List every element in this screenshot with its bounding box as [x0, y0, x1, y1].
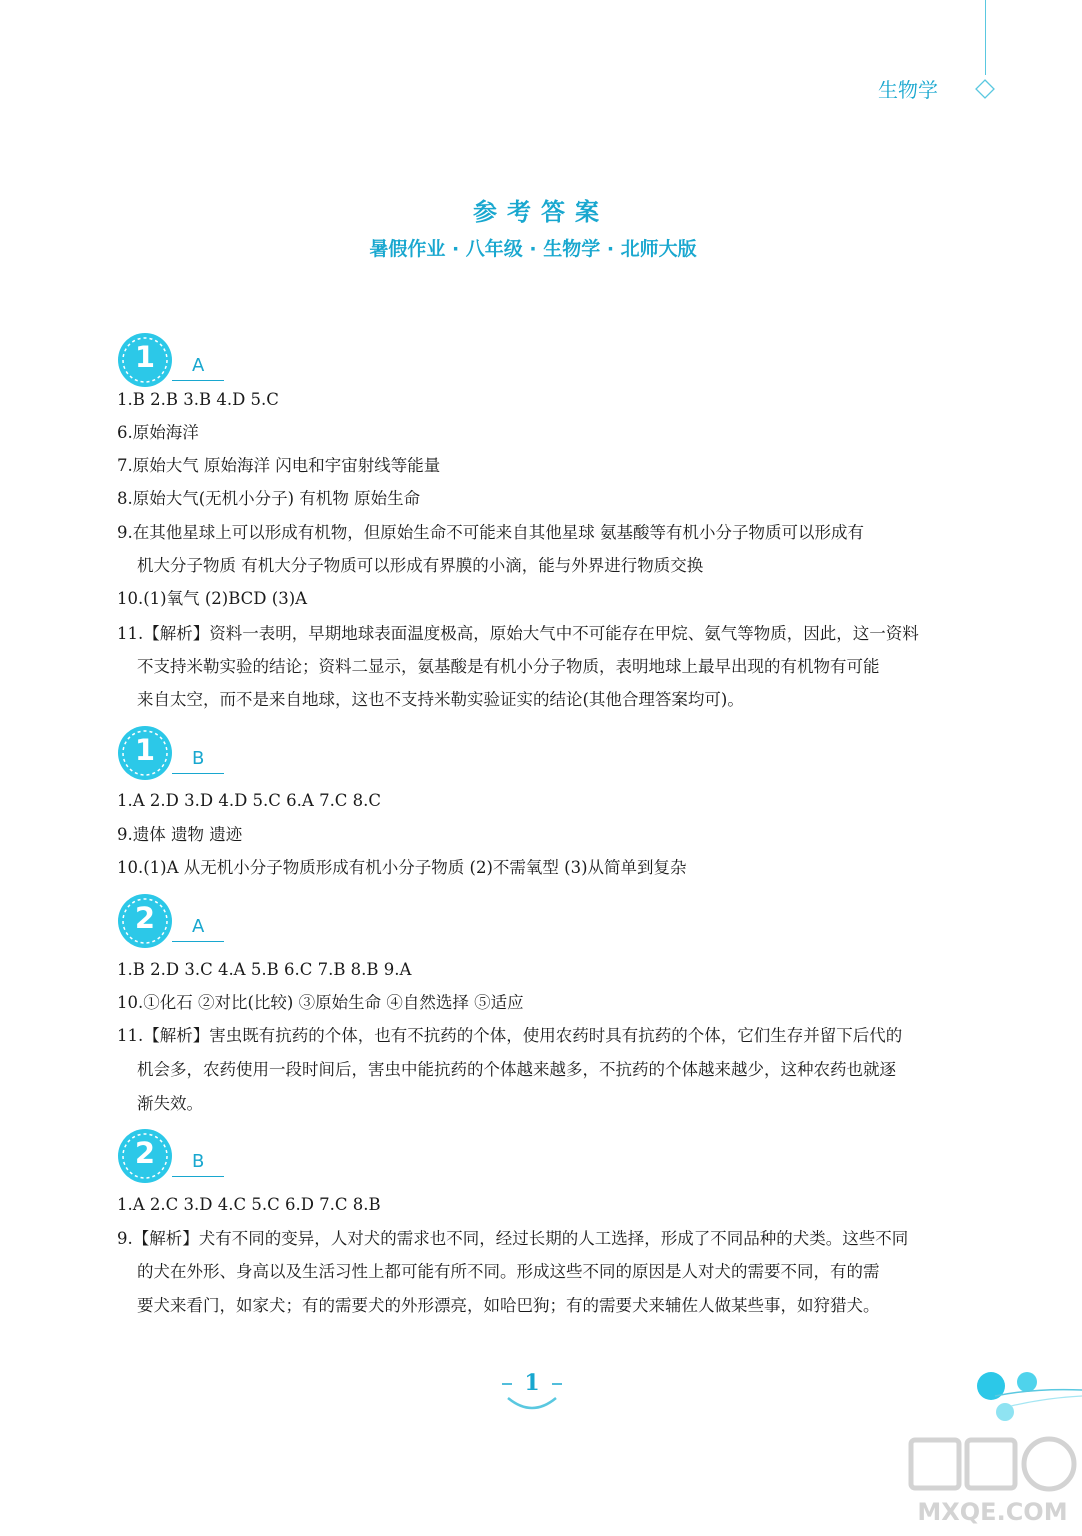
answer-line: 10.①化石 ②对比(比较) ③原始生命 ④自然选择 ⑤适应	[117, 993, 524, 1012]
section-letter: B	[192, 748, 205, 769]
decorative-dots-icon	[965, 1362, 1082, 1432]
watermark-logo-icon	[905, 1434, 1080, 1498]
watermark-text: MXQE.COM	[917, 1498, 1068, 1526]
page-number-text: 1	[524, 1370, 540, 1396]
answer-line: 9.在其他星球上可以形成有机物，但原始生命不可能来自其他星球 氨基酸等有机小分子物质可以形成有	[117, 523, 864, 542]
header-vertical-line	[985, 0, 986, 75]
subject-label: 生物学	[878, 78, 938, 102]
answer-line: 机会多，农药使用一段时间后，害虫中能抗药的个体越来越多，不抗药的个体越来越少，这种农药也就逐	[137, 1060, 896, 1079]
section-header-2b	[116, 1127, 236, 1187]
answer-line: 要犬来看门，如家犬；有的需要犬的外形漂亮，如哈巴狗；有的需要犬来辅佐人做某些事，如狩猎犬。	[137, 1296, 880, 1315]
section-number: 2	[134, 1136, 156, 1170]
section-letter: B	[192, 1151, 205, 1172]
answer-line: 7.原始大气 原始海洋 闪电和宇宙射线等能量	[117, 456, 441, 475]
section-header-1a	[116, 331, 236, 391]
answer-line: 来自太空，而不是来自地球，这也不支持米勒实验证实的结论(其他合理答案均可)。	[137, 690, 744, 709]
answer-line: 8.原始大气(无机小分子) 有机物 原始生命	[117, 489, 421, 508]
section-number: 1	[134, 340, 156, 374]
page-number	[500, 1368, 564, 1414]
section-underline	[172, 941, 224, 942]
section-number: 2	[134, 901, 156, 935]
answer-line: 10.(1)A 从无机小分子物质形成有机小分子物质 (2)不需氧型 (3)从简单到复杂	[117, 858, 687, 877]
section-underline	[172, 773, 224, 774]
watermark	[905, 1434, 1080, 1534]
answer-line: 9.【解析】犬有不同的变异，人对犬的需求也不同，经过长期的人工选择，形成了不同品种的犬类。这些不同	[117, 1229, 909, 1248]
answer-line: 11.【解析】资料一表明，早期地球表面温度极高，原始大气中不可能存在甲烷、氨气等物质，因此，这一资料	[117, 624, 919, 643]
section-letter: A	[192, 916, 205, 937]
answer-line: 渐失效。	[137, 1094, 203, 1113]
answer-line: 1.A 2.C 3.D 4.C 5.C 6.D 7.C 8.B	[117, 1195, 381, 1214]
answer-line: 机大分子物质 有机大分子物质可以形成有界膜的小滴，能与外界进行物质交换	[137, 556, 704, 575]
answer-line: 1.A 2.D 3.D 4.D 5.C 6.A 7.C 8.C	[117, 791, 382, 810]
answer-line: 10.(1)氧气 (2)BCD (3)A	[117, 589, 308, 608]
section-header-2a	[116, 892, 236, 952]
section-letter: A	[192, 355, 205, 376]
section-header-1b	[116, 724, 236, 784]
answer-line: 不支持米勒实验的结论；资料二显示，氨基酸是有机小分子物质，表明地球上最早出现的有机物有可能	[137, 657, 880, 676]
answer-line: 11.【解析】害虫既有抗药的个体，也有不抗药的个体，使用农药时具有抗药的个体，它们生存并留下后代的	[117, 1026, 903, 1045]
answer-line: 9.遗体 遗物 遗迹	[117, 825, 243, 844]
page-subtitle: 暑假作业 · 八年级 · 生物学 · 北师大版	[369, 238, 697, 260]
answer-line: 6.原始海洋	[117, 423, 199, 442]
section-underline	[172, 1176, 224, 1177]
section-underline	[172, 380, 224, 381]
page-title: 参考答案	[473, 198, 609, 226]
answer-line: 1.B 2.D 3.C 4.A 5.B 6.C 7.B 8.B 9.A	[117, 960, 412, 979]
answer-line: 的犬在外形、身高以及生活习性上都可能有所不同。形成这些不同的原因是人对犬的需要不同，有的需	[137, 1262, 880, 1281]
diamond-icon	[975, 79, 995, 99]
answer-line: 1.B 2.B 3.B 4.D 5.C	[117, 390, 279, 409]
section-number: 1	[134, 733, 156, 767]
